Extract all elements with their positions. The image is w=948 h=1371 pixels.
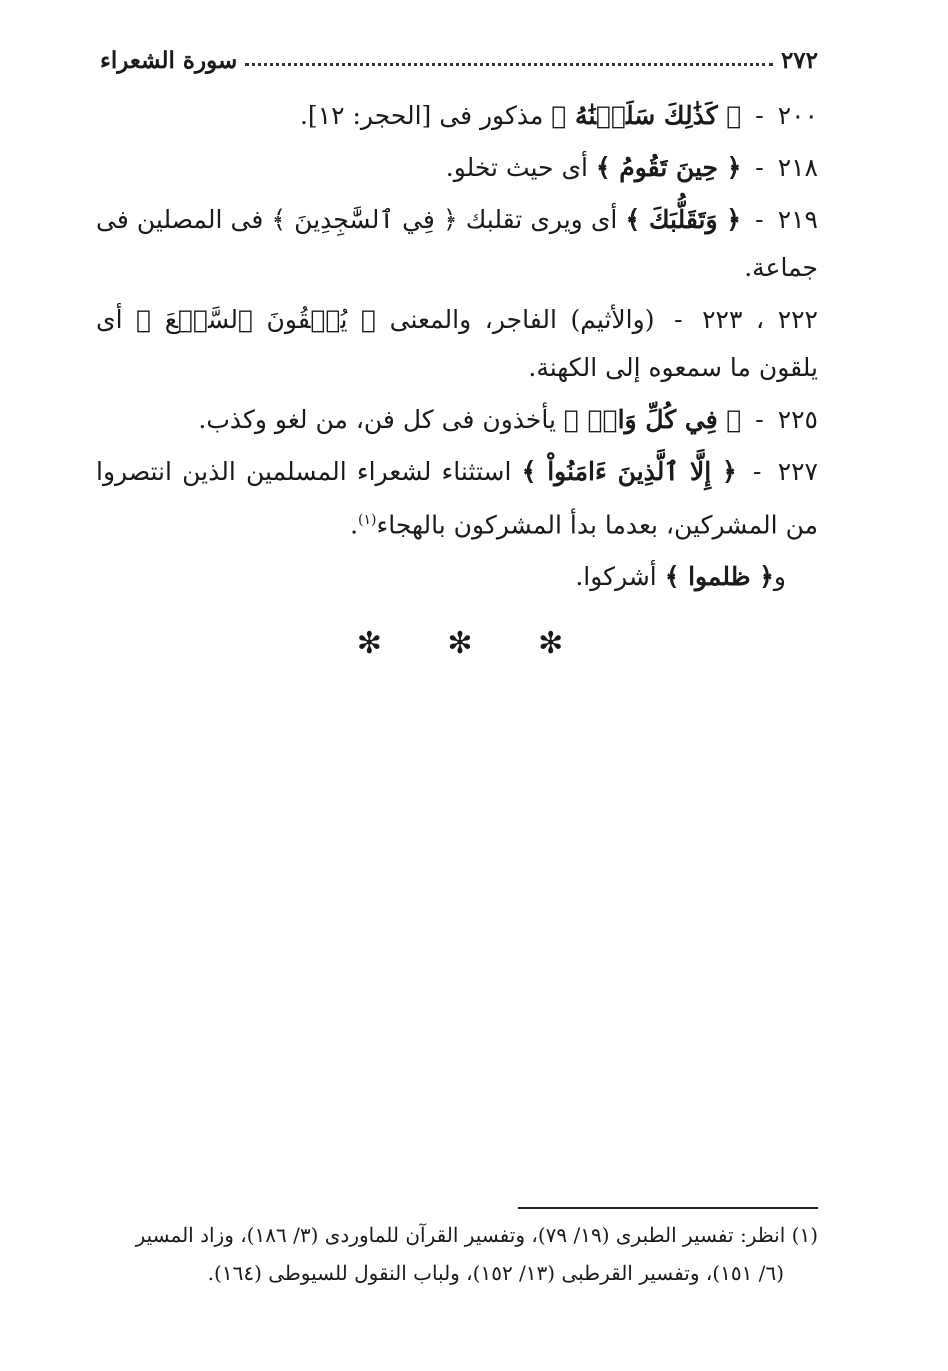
- quran-quote: ﴿ وَتَقَلُّبَكَ ﴾: [625, 205, 742, 234]
- page-header: [100, 42, 818, 78]
- quran-quote: ﴿ كَذَٰلِكَ سَلَكۡنَٰهُ ﴾: [551, 101, 742, 130]
- entry-222-223: ٢٢٢ ، ٢٢٣ - (والأثيم) الفاجر، والمعنى ﴿ يُلۡقُونَ ٱلسَّمۡعَ ﴾ أى يلقون ما سمعوه إلى الكهنة.: [96, 305, 818, 382]
- entry-225: ٢٢٥ - ﴿ فِي كُلِّ وَادٖ ﴾ يأخذون فى كل فن، من لغو وكذب.: [198, 405, 818, 434]
- entry-tail: .: [350, 510, 359, 540]
- section-separator: ✻ ✻ ✻: [356, 626, 592, 661]
- entry-200: ٢٠٠ - ﴿ كَذَٰلِكَ سَلَكۡنَٰهُ ﴾ مذكور فى [الحجر: ١٢].: [299, 101, 818, 130]
- entry-text: مذكور فى [الحجر: ١٢].: [299, 101, 544, 130]
- page-number: ٢٧٢: [780, 46, 818, 74]
- entry-text: أشركوا.: [575, 562, 657, 592]
- verse-number: ٢٢٧: [777, 457, 818, 486]
- entry-219: ٢١٩ - ﴿ وَتَقَلُّبَكَ ﴾ أى ويرى تقلبك ﴿ فِي ٱلسَّٰجِدِينَ ﴾ فى المصلين فى جماعة.: [96, 205, 818, 282]
- verse-number: ٢٢٢ ، ٢٢٣: [702, 305, 818, 334]
- sura-title: سورة الشعراء: [100, 46, 238, 74]
- entry-text: أى حيث تخلو.: [445, 153, 588, 182]
- entry-218: ٢١٨ - ﴿ حِينَ تَقُومُ ﴾ أى حيث تخلو.: [445, 153, 818, 182]
- verse-number: ٢٠٠: [777, 101, 818, 130]
- entry-last: [96, 553, 818, 601]
- footnote-rule: [518, 1207, 818, 1209]
- entry-prefix: و: [773, 562, 786, 592]
- entry-227: ٢٢٧ - ﴿ إِلَّا ٱلَّذِينَ ءَامَنُواْ ﴾ استثناء لشعراء المسلمين الذين انتصروا من المشركين، بعدما بدأ المشركون بالهجاء$^{(١)}$.: [96, 457, 818, 540]
- header-dotted-leader: [245, 63, 773, 66]
- quran-quote: ﴿ إِلَّا ٱلَّذِينَ ءَامَنُواْ ﴾: [521, 457, 737, 486]
- footnote-ref[interactable]: (١): [358, 512, 377, 528]
- footnote: [96, 1216, 818, 1292]
- commentary-body: [96, 92, 818, 605]
- verse-number: ٢١٨: [777, 153, 818, 182]
- entry-text: أى ويرى تقلبك ﴿ فِي ٱلسَّٰجِدِينَ ﴾ فى المصلين فى جماعة.: [96, 205, 818, 282]
- quran-quote: ﴿ حِينَ تَقُومُ ﴾: [595, 153, 742, 182]
- verse-number: ٢١٩: [777, 205, 818, 234]
- quran-quote: ﴿ ظلموا ﴾: [664, 562, 774, 592]
- verse-number: ٢٢٥: [777, 405, 818, 434]
- entry-text: استثناء لشعراء المسلمين الذين انتصروا من المشركين، بعدما بدأ المشركون بالهجاء: [96, 457, 818, 540]
- entry-text: يأخذون فى كل فن، من لغو وكذب.: [198, 405, 556, 434]
- footnote-line-2: (٦/ ١٥١)، وتفسير القرطبى (١٣/ ١٥٢)، ولباب النقول للسيوطى (١٦٤).: [207, 1261, 784, 1285]
- entry-text: (والأثيم) الفاجر، والمعنى ﴿ يُلۡقُونَ ٱلسَّمۡعَ ﴾ أى يلقون ما سمعوه إلى الكهنة.: [96, 305, 818, 382]
- quran-quote: ﴿ فِي كُلِّ وَادٖ ﴾: [563, 405, 742, 434]
- footnote-line-1: (١) انظر: تفسير الطبرى (١٩/ ٧٩)، وتفسير القرآن للماوردى (٣/ ١٨٦)، وزاد المسير: [135, 1223, 818, 1247]
